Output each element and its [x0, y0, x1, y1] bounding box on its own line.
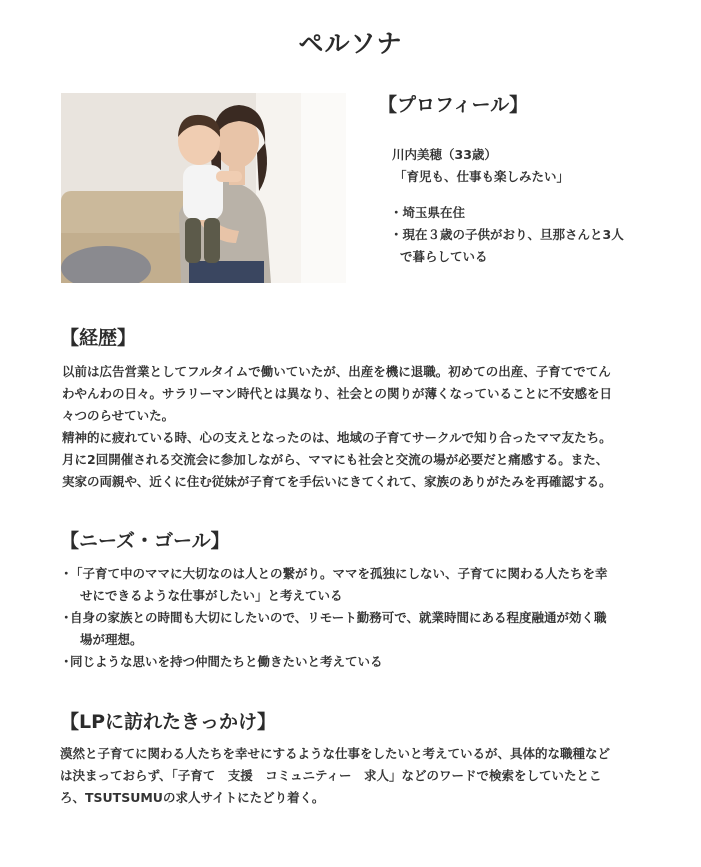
mother-and-child-illustration	[61, 93, 346, 283]
needs-item	[60, 563, 650, 607]
page-title: ペルソナ	[298, 29, 403, 58]
profile-bullet-family-cont: で暮らしている	[400, 249, 488, 264]
lp-text	[60, 743, 650, 809]
profile-bullet-residence: ・埼玉県在住	[390, 205, 466, 220]
bullet-dot: ・	[60, 610, 73, 625]
needs-item	[60, 651, 650, 673]
career-line: 実家の両親や、近くに住む従妹が子育てを手伝いにきてくれて、家族のありがたみを再確認する。	[62, 474, 612, 489]
needs-item-line: 自身の家族との時間も大切にしたいので、リモート勤務可で、就業時間にある程度融通が効く職	[70, 610, 607, 625]
needs-heading: 【ニーズ・ゴール】	[60, 530, 230, 552]
persona-name-age: 川内美穂（33歳）	[392, 147, 497, 162]
needs-list	[60, 563, 650, 673]
needs-item-line: せにできるような仕事がしたい」と考えている	[80, 588, 343, 603]
lp-line: は決まっておらず、「子育て 支援 コミュニティー 求人」などのワードで検索をしていたとこ	[60, 768, 602, 783]
bullet-dot: ・	[60, 654, 73, 669]
needs-item-line: 「子育て中のママに大切なのは人との繋がり。ママを孤独にしない、子育てに関わる人たちを幸	[70, 566, 608, 581]
persona-photo	[61, 93, 346, 283]
career-line: 精神的に疲れている時、心の支えとなったのは、地域の子育てサークルで知り合ったママ友たち。	[62, 430, 612, 445]
profile-bullet-family: ・現在３歳の子供がおり、旦那さんと3人	[390, 227, 624, 242]
career-line: 月に2回開催される交流会に参加しながら、ママにも社会と交流の場が必要だと痛感する。また、	[62, 452, 609, 467]
needs-item	[60, 607, 650, 651]
lp-line: ろ、TSUTSUMUの求人サイトにたどり着く。	[60, 790, 325, 805]
career-line: 々つのらせていた。	[62, 408, 175, 423]
profile-heading: 【プロフィール】	[378, 94, 529, 116]
needs-item-line: 同じような思いを持つ仲間たちと働きたいと考えている	[70, 654, 383, 669]
lp-line: 漠然と子育てに関わる人たちを幸せにするような仕事をしたいと考えているが、具体的な職種など	[60, 746, 611, 761]
needs-item-line: 場が理想。	[80, 632, 143, 647]
career-heading: 【経歴】	[60, 327, 137, 349]
bullet-dot: ・	[60, 566, 73, 581]
career-line: わやんわの日々。サラリーマン時代とは異なり、社会との関りが薄くなっていることに不安感を日	[62, 386, 613, 401]
lp-heading: 【LPに訪れたきっかけ】	[60, 711, 277, 733]
career-text	[62, 361, 647, 493]
career-line: 以前は広告営業としてフルタイムで働いていたが、出産を機に退職。初めての出産、子育てでてん	[62, 364, 611, 379]
persona-quote: 「育児も、仕事も楽しみたい」	[394, 169, 570, 184]
